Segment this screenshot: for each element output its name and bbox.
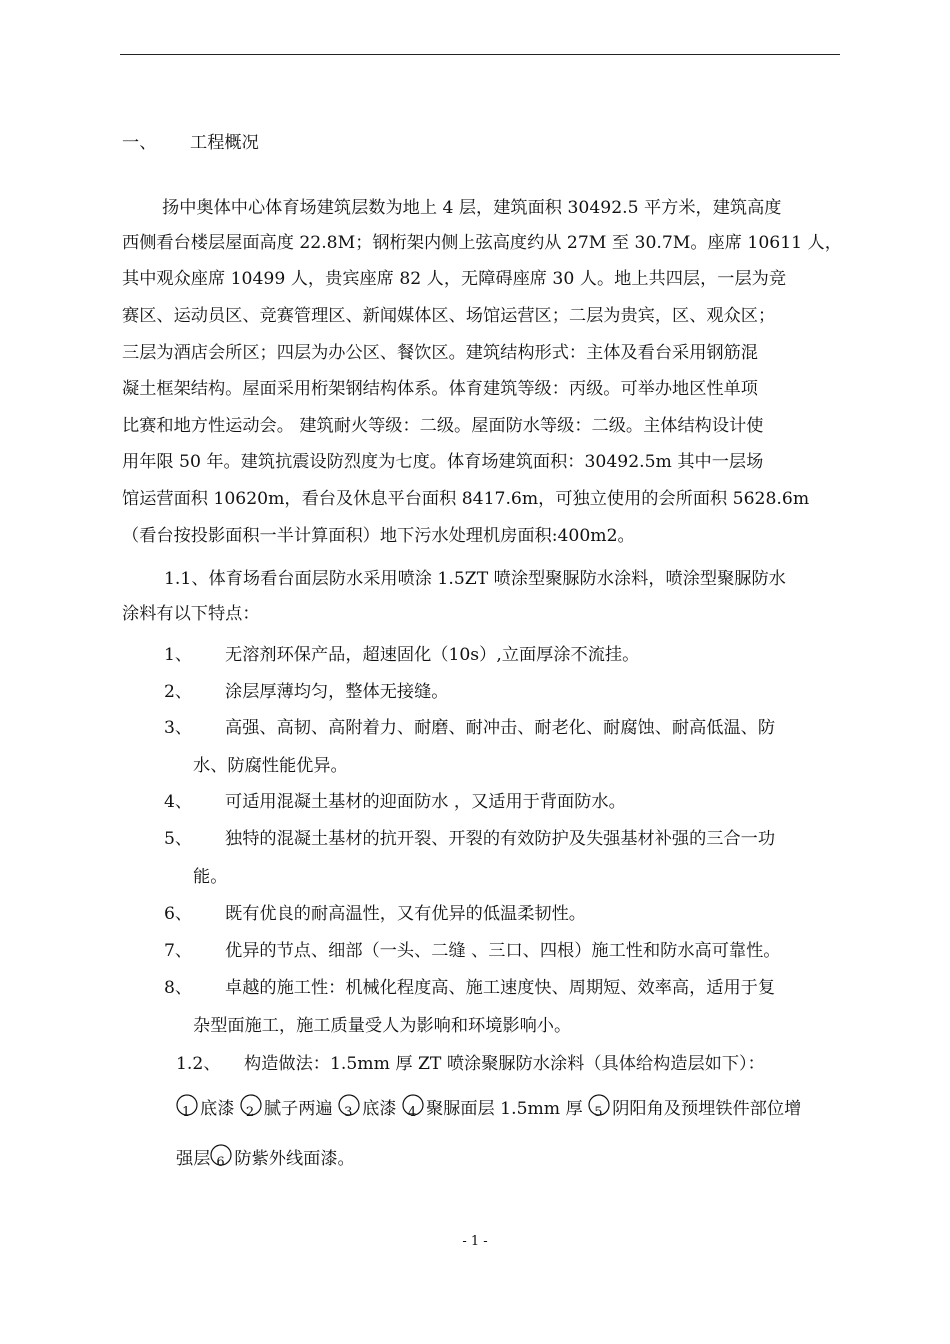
paragraph-line: 西侧看台楼层屋面高度 22.8M；钢桁架内侧上弦高度约从 27M 至 30.7M。座席 10611 人， bbox=[122, 233, 842, 253]
paragraph-line: 凝土框架结构。屋面采用桁架钢结构体系。体育建筑等级：丙级。可举办地区性单项 bbox=[122, 379, 758, 399]
layers-line-continued bbox=[176, 1148, 355, 1172]
feature-number: 7、 bbox=[164, 941, 193, 961]
layers-line bbox=[176, 1098, 801, 1122]
feature-text: 独特的混凝土基材的抗开裂、开裂的有效防护及失强基材补强的三合一功 bbox=[225, 829, 776, 849]
feature-number: 5、 bbox=[164, 829, 193, 849]
feature-text: 高强、高韧、高附着力、耐磨、耐冲击、耐老化、耐腐蚀、耐高低温、防 bbox=[225, 718, 776, 738]
layer-label: 底漆 bbox=[200, 1099, 235, 1119]
layer-label: 底漆 bbox=[362, 1099, 397, 1119]
paragraph-line: 用年限 50 年。建筑抗震设防烈度为七度。体育场建筑面积：30492.5m 其中一层场 bbox=[122, 452, 764, 472]
circled-number-icon: 3 bbox=[338, 1100, 360, 1122]
section-number: 一、 bbox=[122, 133, 157, 153]
paragraph-line: 三层为酒店会所区；四层为办公区、餐饮区。建筑结构形式：主体及看台采用钢筋混 bbox=[122, 343, 758, 363]
paragraph-line: 比赛和地方性运动会。 建筑耐火等级：二级。屋面防水等级：二级。主体结构设计使 bbox=[122, 416, 764, 436]
section-title: 工程概况 bbox=[190, 133, 259, 153]
subsection-1-1-line: 1.1、体育场看台面层防水采用喷涂 1.5ZT 喷涂型聚脲防水涂料，喷涂型聚脲防水 bbox=[164, 569, 786, 589]
feature-number: 2、 bbox=[164, 682, 193, 702]
page-number: - 1 - bbox=[462, 1234, 488, 1249]
feature-number: 3、 bbox=[164, 718, 193, 738]
layer-label: 聚脲面层 1.5mm 厚 bbox=[425, 1099, 583, 1119]
feature-text-continued: 水、防腐性能优异。 bbox=[193, 756, 348, 776]
paragraph-line: 赛区、运动员区、竞赛管理区、新闻媒体区、场馆运营区；二层为贵宾，区、观众区； bbox=[122, 306, 776, 326]
subsection-1-2-text: 构造做法：1.5mm 厚 ZT 喷涂聚脲防水涂料（具体给构造层如下）： bbox=[244, 1054, 765, 1074]
feature-text: 可适用混凝土基材的迎面防水 ，又适用于背面防水。 bbox=[225, 792, 626, 812]
feature-text: 优异的节点、细部（一头、二缝 、三口、四根）施工性和防水高可靠性。 bbox=[225, 941, 781, 961]
circled-number-icon: 1 bbox=[176, 1100, 198, 1122]
subsection-1-1-line: 涂料有以下特点： bbox=[122, 604, 260, 624]
paragraph-line: 馆运营面积 10620m，看台及休息平台面积 8417.6m，可独立使用的会所面积 5628.6m bbox=[122, 489, 810, 509]
layer-label: 阴阳角及预埋铁件部位增 bbox=[612, 1099, 802, 1119]
circled-number-icon: 2 bbox=[240, 1100, 262, 1122]
feature-number: 6、 bbox=[164, 904, 193, 924]
feature-text: 无溶剂环保产品，超速固化（10s）,立面厚涂不流挂。 bbox=[225, 645, 640, 665]
header-rule bbox=[120, 54, 840, 55]
feature-text: 涂层厚薄均匀，整体无接缝。 bbox=[225, 682, 449, 702]
paragraph-line: 扬中奥体中心体育场建筑层数为地上 4 层，建筑面积 30492.5 平方米，建筑高度 bbox=[162, 198, 782, 218]
subsection-1-2-number: 1.2、 bbox=[176, 1054, 221, 1074]
paragraph-line: （看台按投影面积一半计算面积）地下污水处理机房面积:400m2。 bbox=[122, 526, 635, 546]
layer-label: 防紫外线面漆。 bbox=[234, 1149, 355, 1169]
feature-number: 8、 bbox=[164, 978, 193, 998]
circled-number-icon: 6 bbox=[210, 1150, 232, 1172]
feature-text: 既有优良的耐高温性，又有优异的低温柔韧性。 bbox=[225, 904, 586, 924]
feature-text: 卓越的施工性：机械化程度高、施工速度快、周期短、效率高，适用于复 bbox=[225, 978, 776, 998]
feature-text-continued: 杂型面施工，施工质量受人为影响和环境影响小。 bbox=[193, 1016, 572, 1036]
feature-text-continued: 能。 bbox=[193, 867, 228, 887]
feature-number: 1、 bbox=[164, 645, 193, 665]
layer-label: 腻子两遍 bbox=[263, 1099, 333, 1119]
feature-number: 4、 bbox=[164, 792, 193, 812]
layer-label: 强层 bbox=[176, 1149, 211, 1169]
circled-number-icon: 5 bbox=[588, 1100, 610, 1122]
circled-number-icon: 4 bbox=[402, 1100, 424, 1122]
paragraph-line: 其中观众座席 10499 人，贵宾座席 82 人，无障碍座席 30 人。地上共四层，一层为竞 bbox=[122, 269, 787, 289]
